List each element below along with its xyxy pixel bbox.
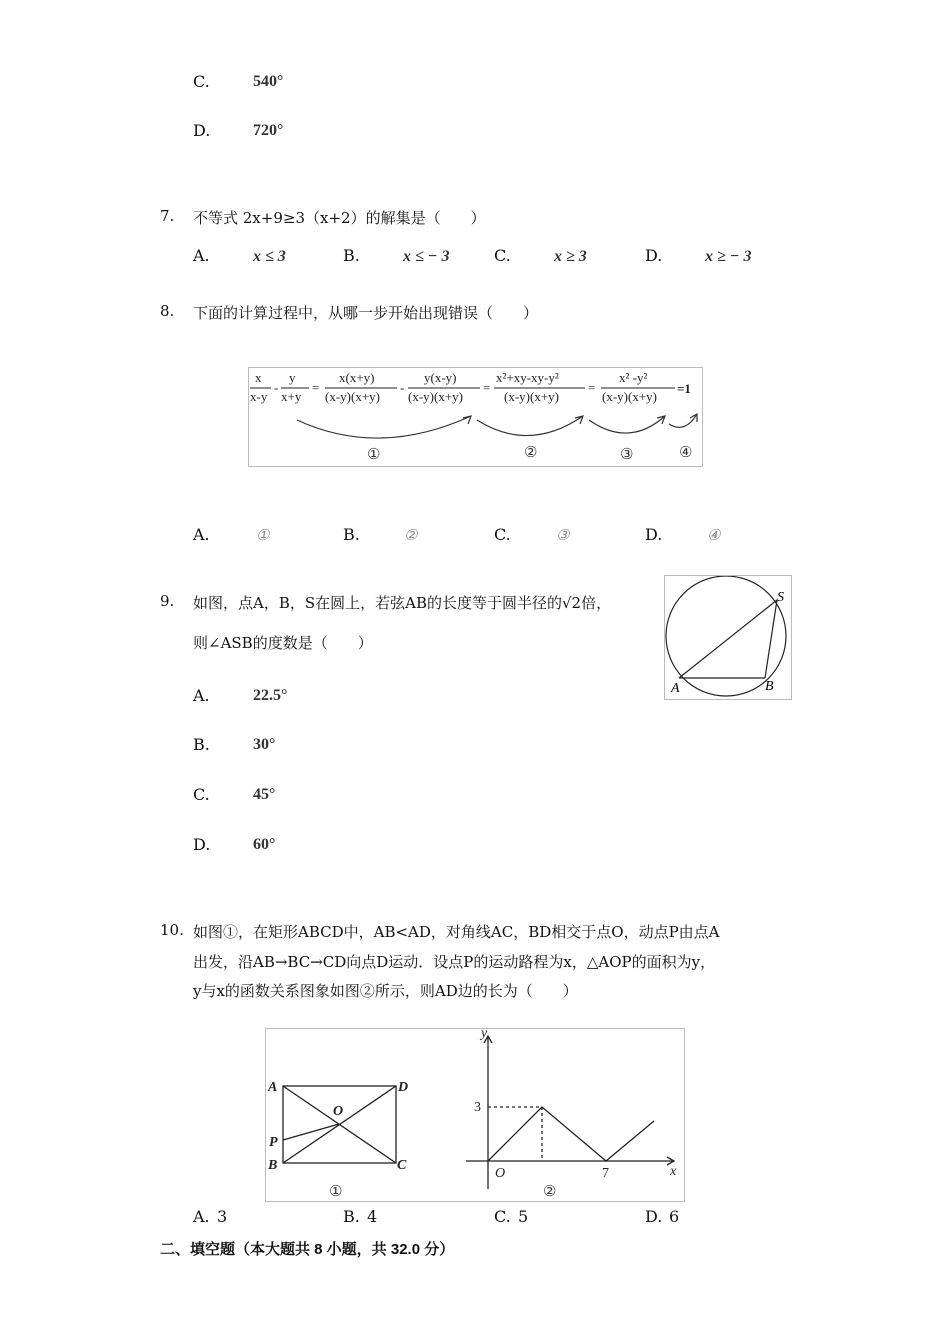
q6-option-d-value: 720° — [253, 122, 284, 139]
q9-option-d-value: 60° — [253, 836, 276, 853]
q7-option-b-label: B. — [343, 246, 360, 265]
q8-option-c-label: C. — [494, 525, 511, 544]
section-2-heading: 二、填空题（本大题共 8 小题，共 32.0 分） — [160, 1241, 455, 1258]
q6-option-d-label: D. — [193, 121, 211, 140]
q10-fig1-label-o: O — [333, 1104, 344, 1119]
q7-option-c-label: C. — [494, 246, 511, 265]
q10-text-line1: 如图①，在矩形ABCD中，AB<AD，对角线AC，BD相交于点O，动点P由点A — [193, 923, 720, 941]
svg-text:(x-y)(x+y): (x-y)(x+y) — [408, 389, 463, 404]
svg-text:x+y: x+y — [281, 389, 302, 404]
q9-label-s: S — [777, 590, 784, 605]
q10-fig1-label-c: C — [397, 1158, 407, 1173]
svg-text:=: = — [312, 380, 320, 395]
q10-fig1-label-d: D — [398, 1080, 409, 1095]
q9-circle-figure — [664, 575, 792, 700]
q10-fig2-caption: ② — [543, 1184, 557, 1200]
q7-option-d-value: x ≥ − 3 — [705, 248, 752, 265]
q8-number: 8. — [160, 302, 175, 320]
svg-text:=: = — [483, 380, 491, 395]
svg-text:x-y: x-y — [250, 389, 268, 404]
q10-text-line2: 出发，沿AB→BC→CD向点D运动．设点P的运动路程为x，△AOP的面积为y， — [193, 953, 716, 971]
q7-option-b-value: x ≤ − 3 — [403, 248, 450, 265]
q10-option-d-label: D. — [645, 1207, 663, 1226]
svg-text:x: x — [255, 370, 262, 385]
svg-text:y(x-y): y(x-y) — [424, 370, 457, 385]
q10-option-c-value: 5 — [518, 1207, 529, 1226]
svg-text:=: = — [588, 380, 596, 395]
q9-text-line2: 则∠ASB的度数是（ ） — [193, 634, 373, 652]
q9-option-d-label: D. — [193, 835, 211, 854]
svg-text:-: - — [274, 380, 279, 395]
q7-option-a-value: x ≤ 3 — [253, 248, 286, 265]
svg-text:y: y — [289, 370, 296, 385]
q9-text-line1: 如图，点A，B，S在圆上，若弦AB的长度等于圆半径的√2倍， — [193, 594, 612, 612]
svg-text:(x-y)(x+y): (x-y)(x+y) — [504, 389, 559, 404]
svg-text:x(x+y): x(x+y) — [339, 370, 375, 385]
q10-figures-svg — [266, 1029, 684, 1201]
q8-calculation-figure — [248, 367, 703, 467]
q10-fig1-label-p: P — [269, 1135, 278, 1150]
q7-option-c-value: x ≥ 3 — [554, 248, 587, 265]
svg-text:-: - — [400, 380, 405, 395]
q10-figures — [265, 1028, 685, 1202]
q10-option-a-value: 3 — [217, 1207, 228, 1226]
q8-option-b-value: ② — [404, 528, 418, 544]
q8-option-a-value: ① — [256, 528, 270, 544]
q10-option-d-value: 6 — [669, 1207, 680, 1226]
q7-option-a-label: A. — [193, 246, 210, 265]
q10-text-line3: y与x的函数关系图象如图②所示，则AD边的长为（ ） — [193, 982, 578, 1000]
q8-step-3: ③ — [620, 447, 634, 463]
svg-text:(x-y)(x+y): (x-y)(x+y) — [602, 389, 657, 404]
q9-option-c-label: C. — [193, 785, 210, 804]
q6-option-c-label: C. — [193, 72, 210, 91]
q10-fig2-label-y: y — [481, 1029, 488, 1041]
q6-option-c-value: 540° — [253, 73, 284, 90]
q10-option-b-value: 4 — [367, 1207, 378, 1226]
q8-option-c-value: ③ — [556, 528, 570, 544]
q9-label-b: B — [765, 679, 774, 694]
q10-option-b-label: B. — [343, 1207, 360, 1226]
svg-text:x² -y²: x² -y² — [619, 370, 648, 385]
q7-number: 7. — [160, 207, 175, 225]
q8-option-a-label: A. — [193, 525, 210, 544]
q9-label-a: A — [671, 681, 680, 696]
q9-option-a-value: 22.5° — [253, 687, 288, 704]
q8-step-2: ② — [524, 445, 538, 461]
q10-fig2-label-x: x — [670, 1164, 677, 1179]
q8-text: 下面的计算过程中，从哪一步开始出现错误（ ） — [193, 304, 539, 322]
q9-number: 9. — [160, 592, 175, 610]
q9-option-a-label: A. — [193, 686, 210, 705]
q7-text: 不等式 2x+9≥3（x+2）的解集是（ ） — [193, 209, 486, 227]
svg-text:x²+xy-xy-y²: x²+xy-xy-y² — [496, 370, 559, 385]
svg-text:(x-y)(x+y): (x-y)(x+y) — [325, 389, 380, 404]
q10-fig1-label-a: A — [268, 1080, 278, 1095]
q10-fig1-caption: ① — [329, 1184, 343, 1200]
q10-fig2-label-3: 3 — [474, 1100, 481, 1115]
q10-fig2-label-7: 7 — [602, 1166, 609, 1181]
q7-option-d-label: D. — [645, 246, 663, 265]
q9-circle-svg — [665, 576, 791, 699]
q8-option-d-value: ④ — [707, 528, 721, 544]
q10-fig1-label-b: B — [268, 1158, 278, 1173]
q8-step-1: ① — [367, 447, 381, 463]
q9-option-b-label: B. — [193, 735, 210, 754]
q10-fig2-label-o: O — [495, 1166, 506, 1181]
q8-option-d-label: D. — [645, 525, 663, 544]
q8-step-4: ④ — [679, 445, 693, 461]
q10-option-a-label: A. — [193, 1207, 210, 1226]
q10-number: 10. — [160, 921, 184, 939]
q8-equals-one: =1 — [677, 381, 691, 396]
q8-calculation-svg — [249, 368, 702, 466]
q9-option-b-value: 30° — [253, 736, 276, 753]
q10-option-c-label: C. — [494, 1207, 511, 1226]
q9-option-c-value: 45° — [253, 786, 276, 803]
q8-option-b-label: B. — [343, 525, 360, 544]
